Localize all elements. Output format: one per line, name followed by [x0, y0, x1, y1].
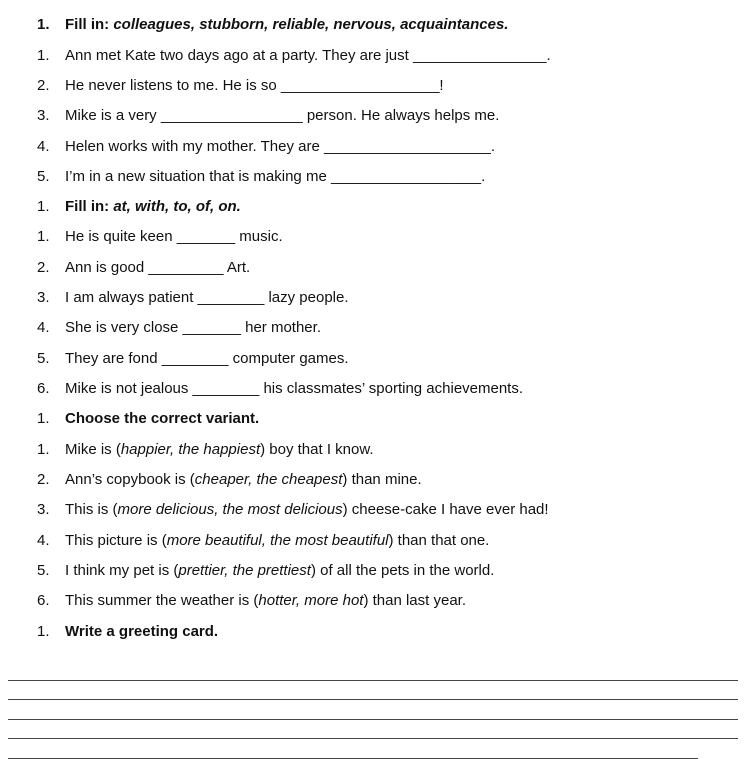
exercise-item [37, 226, 740, 248]
item-text-pre: This is ( [65, 501, 118, 518]
section-2-heading [37, 196, 740, 218]
item-number: 2. [37, 259, 50, 276]
instruction-label: Choose the correct variant. [65, 410, 260, 427]
item-text-post: ) than mine. [342, 471, 422, 488]
section-number: 1. [37, 410, 50, 427]
word-bank: colleagues, stubborn, reliable, nervous, acquaintances. [113, 16, 509, 33]
exercise-item [37, 590, 740, 612]
exercise-item [37, 348, 740, 370]
item-options: more delicious, the most delicious [117, 501, 343, 518]
item-text-post: ) than that one. [388, 532, 490, 549]
item-text-post: ) cheese-cake I have ever had! [342, 501, 549, 518]
item-text: I’m in a new situation that is making me __________________. [65, 168, 486, 185]
item-number: 6. [37, 592, 50, 609]
item-text-pre: I think my pet is ( [65, 562, 179, 579]
item-text-pre: Ann’s copybook is ( [65, 471, 195, 488]
item-options: happier, the happiest [120, 441, 261, 458]
exercise-item [37, 439, 740, 461]
item-text-pre: Mike is ( [65, 441, 121, 458]
section-number: 1. [37, 623, 50, 640]
item-text: Helen works with my mother. They are ____________________. [65, 138, 495, 155]
instruction-label: Fill in: [65, 16, 114, 33]
item-text: She is very close _______ her mother. [65, 319, 321, 336]
item-options: cheaper, the cheapest [194, 471, 343, 488]
item-text: They are fond ________ computer games. [65, 350, 349, 367]
item-options: prettier, the prettiest [178, 562, 311, 579]
item-text-pre: This picture is ( [65, 532, 167, 549]
page-header-fragment [340, 0, 400, 1]
exercise-item [37, 499, 740, 521]
item-text: Mike is not jealous ________ his classmates’ sporting achievements. [65, 380, 524, 397]
item-options: hotter, more hot [258, 592, 364, 609]
item-text: He never listens to me. He is so ___________________! [65, 77, 444, 94]
exercise-item [37, 560, 740, 582]
instruction-label: Write a greeting card. [65, 623, 219, 640]
item-number: 5. [37, 562, 50, 579]
item-text: Mike is a very _________________ person. He always helps me. [65, 107, 500, 124]
item-text: Ann is good _________ Art. [65, 259, 251, 276]
item-number: 4. [37, 138, 50, 155]
exercise-item [37, 317, 740, 339]
writing-line [8, 661, 738, 681]
exercise-item [37, 75, 740, 97]
item-text: Ann met Kate two days ago at a party. They are just ________________. [65, 47, 551, 64]
exercise-item [37, 166, 740, 188]
section-4-heading [37, 621, 740, 643]
writing-line [8, 720, 738, 740]
item-number: 5. [37, 350, 50, 367]
item-text: He is quite keen _______ music. [65, 228, 283, 245]
item-text-post: ) than last year. [363, 592, 467, 609]
exercise-item [37, 257, 740, 279]
exercise-item [37, 45, 740, 67]
exercise-item [37, 287, 740, 309]
section-number: 1. [37, 16, 50, 33]
item-number: 6. [37, 380, 50, 397]
item-options: more beautiful, the most beautiful [166, 532, 389, 549]
section-1-heading [37, 14, 740, 36]
item-text-post: ) boy that I know. [260, 441, 374, 458]
instruction-label: Fill in: [65, 198, 114, 215]
item-number: 3. [37, 289, 50, 306]
writing-area[interactable] [8, 661, 738, 759]
word-bank: at, with, to, of, on. [113, 198, 241, 215]
item-number: 2. [37, 77, 50, 94]
exercise-item [37, 378, 740, 400]
exercise-item [37, 105, 740, 127]
writing-line [8, 681, 738, 701]
exercise-item [37, 469, 740, 491]
item-text-post: ) of all the pets in the world. [310, 562, 495, 579]
item-number: 4. [37, 532, 50, 549]
item-number: 1. [37, 47, 50, 64]
writing-line [8, 739, 698, 759]
item-number: 3. [37, 107, 50, 124]
item-number: 2. [37, 471, 50, 488]
item-number: 1. [37, 228, 50, 245]
item-text-pre: This summer the weather is ( [65, 592, 259, 609]
item-number: 5. [37, 168, 50, 185]
exercise-item [37, 136, 740, 158]
section-3-heading [37, 408, 740, 430]
item-number: 1. [37, 441, 50, 458]
exercise-item [37, 530, 740, 552]
item-text: I am always patient ________ lazy people. [65, 289, 349, 306]
writing-line [8, 700, 738, 720]
section-number: 1. [37, 198, 50, 215]
item-number: 3. [37, 501, 50, 518]
item-number: 4. [37, 319, 50, 336]
